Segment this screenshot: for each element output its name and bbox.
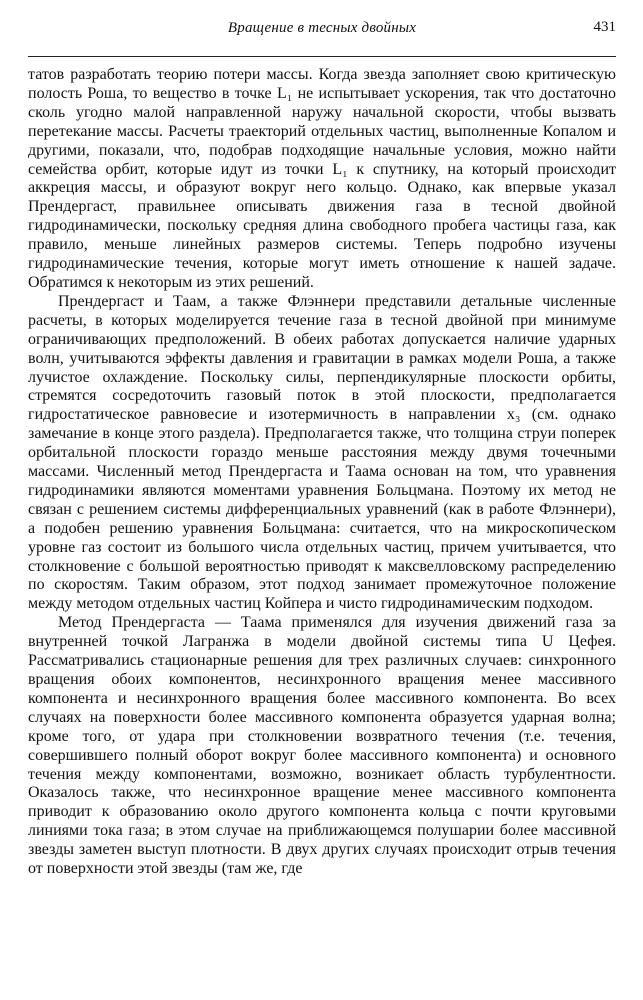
paragraph-prendergast-taam: Прендергаст и Таам, а также Флэннери представили детальные численные расчеты, в которых моделируется течение газа в тесной двойной при минимуме ограничивающих предположений. В обеих работах допускается наличие ударных волн, учитываются эффекты давления и гравитации в рамках модели Роша, а также лучистое охлаждение. Поскольку силы, перпендикулярные плоскости орбиты, стремятся сосредоточить газовый поток в этой плоскости, предполагается гидростатическое равновесие и изотермичность в направлении x₃ (см. однако замечание в конце этого раздела). Предполагается также, что толщина струи поперек орбитальной плоскости гораздо меньше расстояния между двумя точечными массами. Численный метод Прендергаста и Таама основан на том, что уравнения гидродинамики являются моментами уравнения Больцмана. Поэтому их метод не связан с решением системы дифференциальных уравнений (как в работе Флэннери), а подобен решению уравнения Больцмана: считается, что на микроскопическом уровне газ состоит из большого числа отдельных частиц, причем учитывается, что столкновение с большой вероятностью приводят к максвелловскому распределению по скоростям. Таким образом, этот подход занимает промежуточное положение между методом отдельных частиц Койпера и чисто гидродинамическим подходом. [28,292,616,613]
running-title: Вращение в тесных двойных [227,20,417,36]
paragraph-continued: татов разработать теорию потери массы. Когда звезда заполняет свою критическую полость Роша, то вещество в точке L₁ не испытывает ускорения, так что достаточно сколь угодно малой направленной наружу начальной скорости, чтобы вызвать перетекание массы. Расчеты траекторий отдельных частиц, выполненные Копалом и другими, показали, что, подобрав подходящие начальные условия, можно найти семейства орбит, которые идут из точки L₁ к спутнику, на который происходит аккреция массы, и образуют вокруг него кольцо. Однако, как впервые указал Прендергаст, правильнее описывать движения газа в тесной двойной гидродинамически, поскольку средняя длина свободного пробега частицы газа, как правило, меньше линейных размеров системы. Теперь подробно изучены гидродинамические течения, которые могут иметь отношение к нашей задаче. Обратимся к некоторым из этих решений. [28,66,616,291]
header-divider [28,56,616,57]
body-text [28,66,616,879]
page-number: 431 [593,19,616,35]
running-header [28,18,616,42]
paragraph-method: Метод Прендергаста — Таама применялся для изучения движений газа за внутренней точкой Лагранжа в модели двойной системы типа U Цефея. Рассматривались стационарные решения для трех различных случаев: синхронного вращения обоих компонентов, несинхронного вращения менее массивного компонента и несинхронного вращения более массивного компонента. Во всех случаях на поверхности более массивного компонента образуется ударная волна; кроме того, от удара при столкновении возвратного течения (т.е. течения, совершившего полный оборот вокруг более массивного компонента) и основного течения между компонентами, возможно, возникает область турбулентности. Оказалось также, что несинхронное вращение менее массивного компонента приводит к образованию около другого компонента кольца с почти круговыми линиями тока газа; в этом случае на приближающемся полушарии более массивной звезды заметен выступ плотности. В двух других случаях происходит отрыв течения от поверхности этой звезды (там же, где [28,614,616,878]
